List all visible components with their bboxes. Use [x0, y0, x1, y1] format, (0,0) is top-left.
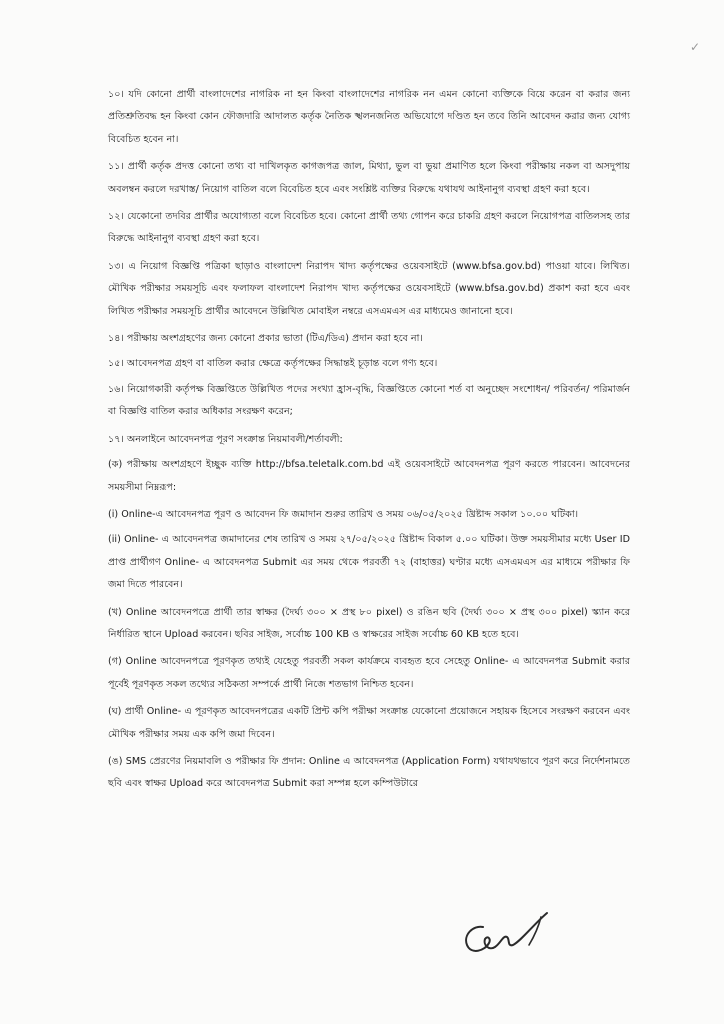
clause-17-ka-ii: (ii) Online- এ আবেদনপত্র জমাদানের শেষ তারিখ ও সময় ২৭/০৫/২০২৫ খ্রিষ্টাব্দ বিকাল ৫.০০ ঘটিকা। উক্ত সময়সীমার মধ্যে User ID প্রাপ্ত প্রার্থীগণ Online- এ আবেদনপত্র Submit এর সময় থেকে পরবর্তী ৭২ (বাহাত্তর) ঘণ্টার মধ্যে এসএমএস এর মাধ্যমে পরীক্ষার ফি জমা দিতে পারবেন। — [108, 534, 630, 591]
clause-16: ১৬। নিয়োগকারী কর্তৃপক্ষ বিজ্ঞপ্তিতে উল্লিখিত পদের সংখ্যা হ্রাস-বৃদ্ধি, বিজ্ঞপ্তিতে কোনো শর্ত বা অনুচ্ছেদ সংশোধন/ পরিবর্তন/ পরিমার্জন বা বিজ্ঞপ্তি বাতিল করার অধিকার সংরক্ষণ করেন; — [108, 383, 630, 418]
corner-tick-mark: ✓ — [689, 40, 700, 54]
notice-body — [108, 84, 630, 801]
clause-12: ১২। যেকোনো তদবির প্রার্থীর অযোগ্যতা বলে বিবেচিত হবে। কোনো প্রার্থী তথ্য গোপন করে চাকরি গ্রহণ করলে নিয়োগপত্র বাতিলসহ তার বিরুদ্ধে আইনানুগ ব্যবস্থা গ্রহণ করা হবে। — [108, 211, 630, 245]
clause-11: ১১। প্রার্থী কর্তৃক প্রদত্ত কোনো তথ্য বা দাখিলকৃত কাগজপত্র জাল, মিথ্যা, ভুল বা ভুয়া প্রমাণিত হলে কিংবা পরীক্ষায় নকল বা অসদুপায় অবলম্বন করলে দরখাস্ত/ নিয়োগ বাতিল বলে বিবেচিত হবে এবং সংশ্লিষ্ট ব্যক্তির বিরুদ্ধে যথাযথ আইনানুগ ব্যবস্থা গ্রহণ করা হবে। — [108, 161, 630, 195]
clause-17-ka: (ক) পরীক্ষায় অংশগ্রহণে ইচ্ছুক ব্যক্তি http://bfsa.teletalk.com.bd এই ওয়েবসাইটে আবেদনপত্র পূরণ করতে পারবেন। আবেদনের সময়সীমা নিম্নরূপ: — [108, 459, 630, 493]
clause-17-gha: (ঘ) প্রার্থী Online- এ পূরণকৃত আবেদনপত্রের একটি প্রিন্ট কপি পরীক্ষা সংক্রান্ত যেকোনো প্রয়োজনে সহায়ক হিসেবে সংরক্ষণ করবেন এবং মৌখিক পরীক্ষার সময় এক কপি জমা দিবেন। — [108, 706, 630, 740]
clause-13: ১৩। এ নিয়োগ বিজ্ঞপ্তি পত্রিকা ছাড়াও বাংলাদেশ নিরাপদ খাদ্য কর্তৃপক্ষের ওয়েবসাইটে (www.bfsa.gov.bd) পাওয়া যাবে। লিখিত। মৌখিক পরীক্ষার সময়সূচি এবং ফলাফল বাংলাদেশ নিরাপদ খাদ্য কর্তৃপক্ষের ওয়েবসাইটে (www.bfsa.gov.bd) প্রকাশ করা হবে এবং লিখিত পরীক্ষার সময়সূচি প্রার্থীর আবেদনে উল্লিখিত মোবাইল নম্বরে এসএমএস এর মাধ্যমেও জানানো হবে। — [108, 260, 630, 317]
signature-icon — [455, 905, 565, 965]
clause-14: ১৪। পরীক্ষায় অংশগ্রহণের জন্য কোনো প্রকার ভাতা (টিএ/ডিএ) প্রদান করা হবে না। — [108, 333, 423, 345]
clause-15: ১৫। আবেদনপত্র গ্রহণ বা বাতিল করার ক্ষেত্রে কর্তৃপক্ষের সিদ্ধান্তই চূড়ান্ত বলে গণ্য হবে। — [108, 358, 438, 370]
clause-17-ga: (গ) Online আবেদনপত্রে পূরণকৃত তথ্যই যেহেতু পরবর্তী সকল কার্যক্রমে ব্যবহৃত হবে সেহেতু Online- এ আবেদনপত্র Submit করার পূর্বেই পূরণকৃত সকল তথ্যের সঠিকতা সম্পর্কে প্রার্থী নিজে শতভাগ নিশ্চিত হবেন। — [108, 656, 630, 690]
clause-17-heading: ১৭। অনলাইনে আবেদনপত্র পূরণ সংক্রান্ত নিয়মাবলী/শর্তাবলী: — [108, 433, 343, 445]
clause-17-ka-i: (i) Online-এ আবেদনপত্র পূরণ ও আবেদন ফি জমাদান শুরুর তারিখ ও সময় ০৬/০৫/২০২৫ খ্রিষ্টাব্দ সকাল ১০.০০ ঘটিকা। — [108, 508, 579, 520]
clause-10: ১০। যদি কোনো প্রার্থী বাংলাদেশের নাগরিক না হন কিংবা বাংলাদেশের নাগরিক নন এমন কোনো ব্যক্তিকে বিয়ে করেন বা করার জন্য প্রতিশ্রুতিবদ্ধ হন কিংবা কোন ফৌজদারি আদালত কর্তৃক নৈতিক স্খলনজনিত অভিযোগে দণ্ডিত হন তবে তিনি আবেদন করার জন্য যোগ্য বিবেচিত হবেন না। — [108, 89, 630, 145]
clause-17-kha: (খ) Online আবেদনপত্রে প্রার্থী তার স্বাক্ষর (দৈর্ঘ্য ৩০০ × প্রস্থ ৮০ pixel) ও রঙিন ছবি (দৈর্ঘ্য ৩০০ × প্রস্থ ৩০০ pixel) স্ক্যান করে নির্ধারিত স্থানে Upload করবেন। ছবির সাইজ, সর্বোচ্চ 100 KB ও স্বাক্ষরের সাইজ সর্বোচ্চ 60 KB হতে হবে। — [108, 606, 630, 640]
clause-17-uo: (ঙ) SMS প্রেরণের নিয়মাবলি ও পরীক্ষার ফি প্রদান: Online এ আবেদনপত্র (Application Form) যথাযথভাবে পূরণ করে নির্দেশনামতে ছবি এবং স্বাক্ষর Upload করে আবেদনপত্র Submit করা সম্পন্ন হলে কম্পিউটারে — [108, 755, 630, 790]
